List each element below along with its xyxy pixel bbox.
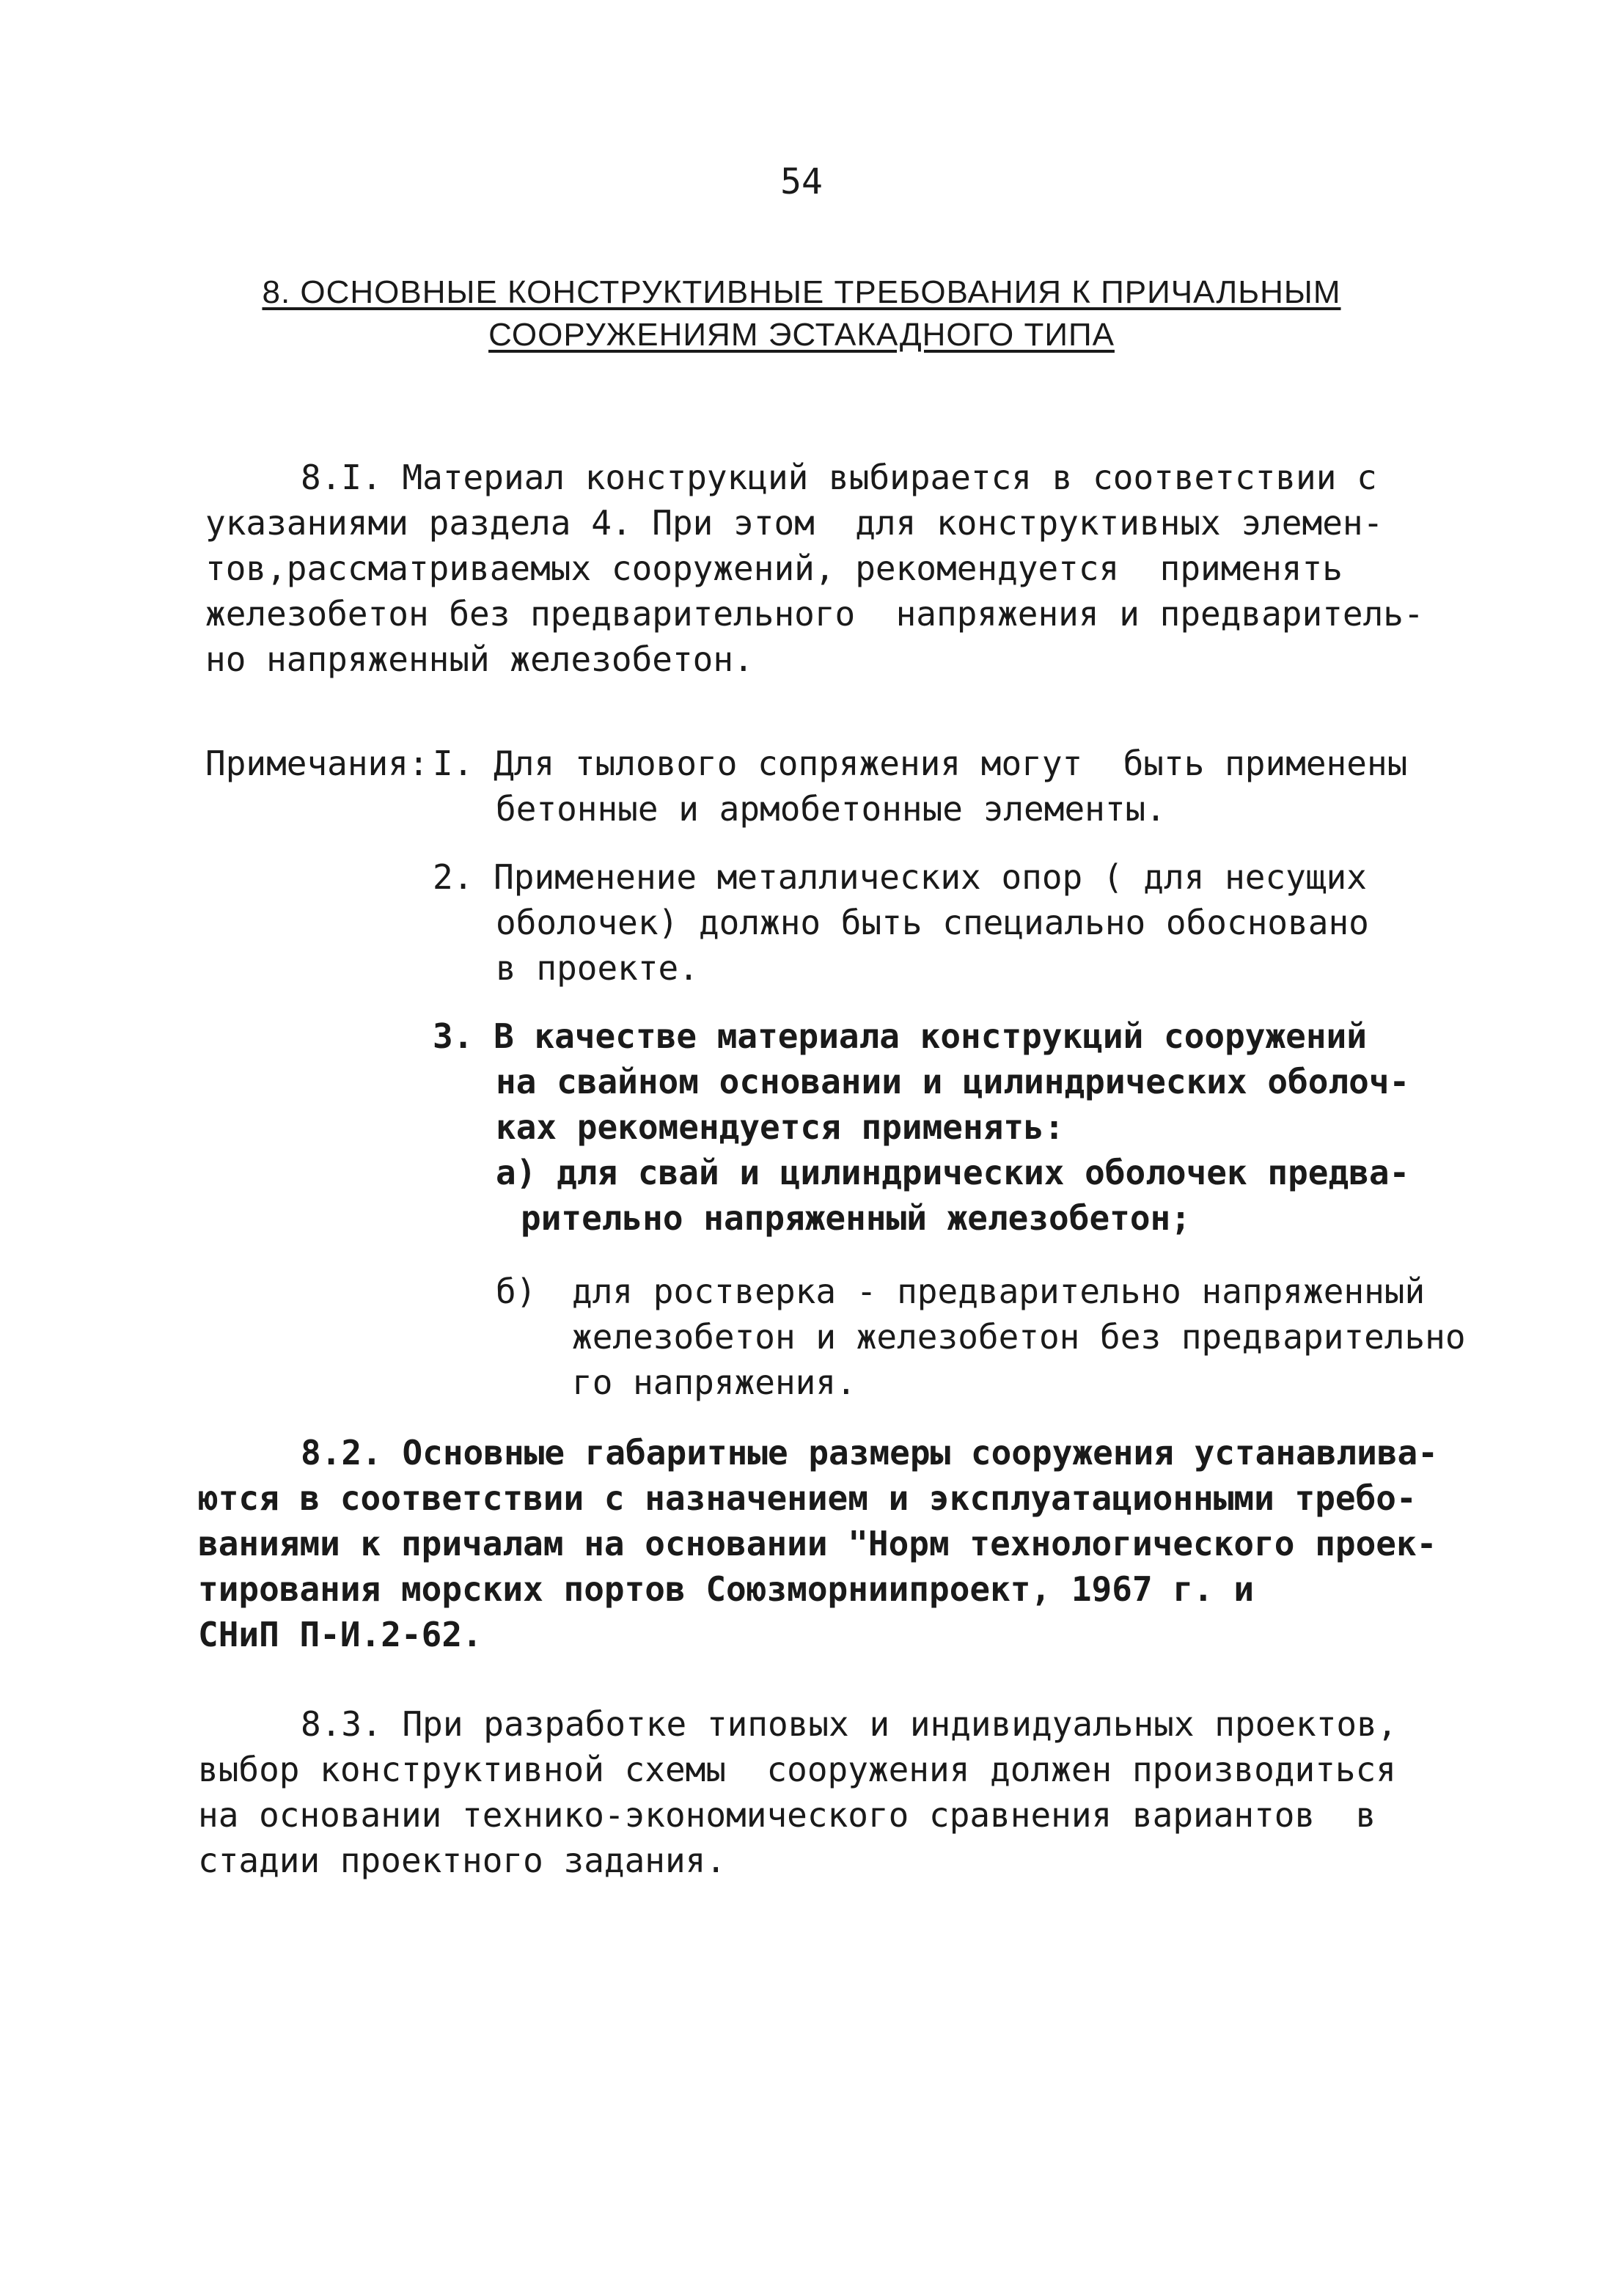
note-3-item-a-line: рительно напряженный железобетон; xyxy=(521,1198,1191,1238)
section-8-3-line: выбор конструктивной схемы сооружения должен производиться xyxy=(198,1750,1396,1789)
page-number: 54 xyxy=(780,161,823,202)
note-2-line: в проекте. xyxy=(496,948,699,988)
heading-line-1: 8. ОСНОВНЫЕ КОНСТРУКТИВНЫЕ ТРЕБОВАНИЯ К ПРИЧАЛЬНЫМ xyxy=(262,274,1341,310)
section-8-1-line: но напряженный железобетон. xyxy=(205,639,754,679)
note-2-line: 2. Применение металлических опор ( для несущих xyxy=(433,857,1367,897)
section-8-3-line: 8.3. При разработке типовых и индивидуальных проектов, xyxy=(301,1704,1398,1744)
note-3-item-b-line: железобетон и железобетон без предварительно xyxy=(572,1317,1466,1357)
note-3-line: на свайном основании и цилиндрических оболоч- xyxy=(496,1062,1410,1101)
note-3-line: ках рекомендуется применять: xyxy=(496,1107,1065,1147)
section-8-2-line: СНиП П-И.2-62. xyxy=(198,1615,483,1654)
note-3-item-a-line: а) для свай и цилиндрических оболочек предва- xyxy=(496,1153,1410,1192)
note-2-line: оболочек) должно быть специально обосновано xyxy=(496,903,1369,942)
section-8-1-line: железобетон без предварительного напряжения и предваритель- xyxy=(205,594,1424,634)
note-3-item-b-line: го напряжения. xyxy=(572,1362,856,1402)
note-3-item-b-line: для ростверка - предварительно напряженный xyxy=(572,1272,1426,1311)
section-8-3-line: стадии проектного задания. xyxy=(198,1841,727,1880)
note-3-line: 3. В качестве материала конструкций сооружений xyxy=(433,1016,1367,1056)
section-8-2-line: 8.2. Основные габаритные размеры сооружения устанавлива- xyxy=(301,1433,1438,1472)
note-1-line: бетонные и армобетонные элементы. xyxy=(496,789,1166,829)
section-8-2-line: тирования морских портов Союзморниипроект, 1967 г. и xyxy=(198,1569,1255,1609)
section-8-1-line: тов,рассматриваемых сооружений, рекомендуется применять xyxy=(205,549,1343,588)
notes-label: Примечания: xyxy=(205,744,429,783)
note-1-line: I. Для тылового сопряжения могут быть применены xyxy=(433,744,1408,783)
section-8-1-line: 8.I. Материал конструкций выбирается в соответствии с xyxy=(301,458,1377,497)
section-8-2-line: ются в соответствии с назначением и эксплуатационными требо- xyxy=(198,1478,1417,1518)
section-heading xyxy=(0,271,1603,356)
section-8-2-line: ваниями к причалам на основании "Норм технологического проек- xyxy=(198,1524,1437,1563)
section-8-3-line: на основании технико-экономического сравнения вариантов в xyxy=(198,1795,1376,1835)
heading-line-2: СООРУЖЕНИЯМ ЭСТАКАДНОГО ТИПА xyxy=(488,317,1115,353)
section-8-1-line: указаниями раздела 4. При этом для конструктивных элемен- xyxy=(205,503,1384,543)
note-3-item-b-marker: б) xyxy=(496,1272,537,1311)
